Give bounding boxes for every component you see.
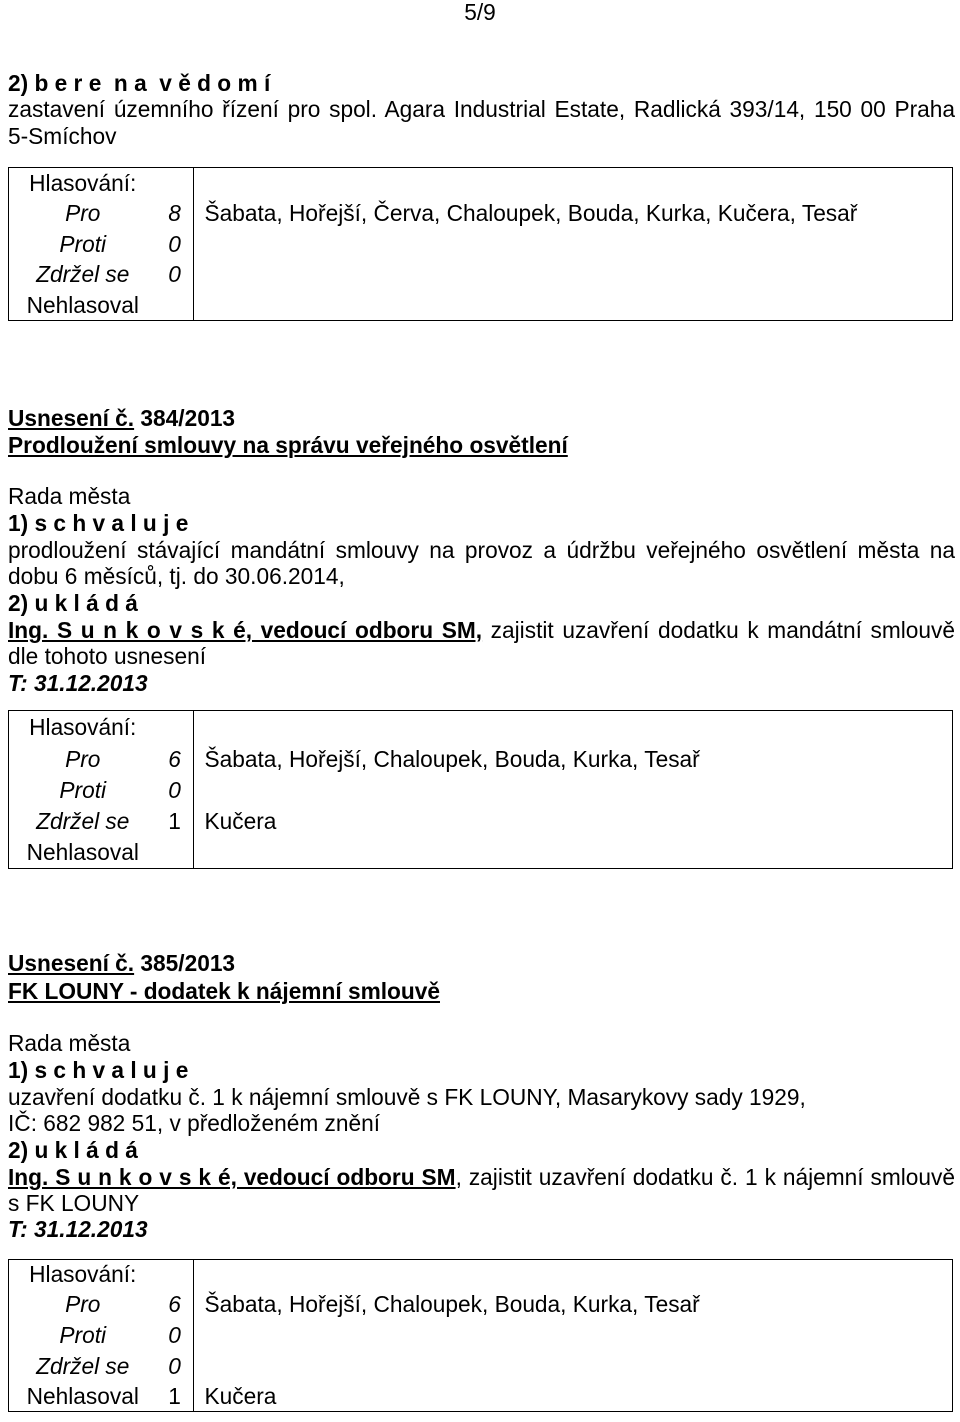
task-text: zajistit uzavření dodatku k mandátní smlouvě (482, 617, 955, 643)
vote-names (193, 775, 953, 806)
page-number: 5/9 (464, 0, 496, 25)
vote-row-abstain (9, 1351, 952, 1381)
resolution-subject (8, 978, 955, 1005)
vote-row-not-voted (9, 837, 952, 868)
vote-row-abstain (9, 806, 952, 837)
vote-count: 8 (168, 200, 181, 226)
approves-line: IČ: 682 982 51, v předloženém znění (8, 1110, 381, 1136)
vote-label: Zdržel se (36, 808, 130, 834)
vote-row-for (9, 198, 952, 229)
vote-label: Nehlasoval (26, 839, 139, 865)
vote-label: Proti (59, 777, 107, 803)
vote-label: Nehlasoval (26, 1383, 139, 1409)
vote-count-cell (157, 168, 193, 198)
approves-heading: 1) s c h v a l u j e (8, 510, 189, 536)
resolution-number: 384/2013 (140, 405, 236, 431)
task-responsible: Ing. S u n k o v s k é, vedoucí odboru SM (8, 1164, 456, 1190)
resolution-number: 385/2013 (140, 950, 236, 976)
vote-label: Proti (59, 231, 107, 257)
vote-label: Proti (59, 1322, 107, 1348)
vote-count-cell (157, 1260, 193, 1289)
resolution-title (8, 405, 955, 432)
vote-count: 0 (168, 1353, 181, 1379)
task-line: s FK LOUNY (8, 1190, 140, 1216)
resolution-title-prefix: Usnesení č. (8, 405, 135, 431)
vote-table (8, 1259, 953, 1412)
vote-names (193, 229, 953, 259)
vote-names-cell (193, 1260, 953, 1289)
vote-count: 0 (168, 231, 181, 257)
vote-label: Zdržel se (36, 1353, 130, 1379)
vote-names: Kučera (193, 1381, 953, 1411)
vote-names (193, 1351, 953, 1381)
vote-label: Pro (65, 746, 101, 772)
vote-header: Hlasování: (29, 1261, 137, 1287)
vote-header-row (9, 1260, 952, 1289)
resolution-title (8, 950, 955, 977)
vote-count: 0 (168, 777, 181, 803)
vote-table (8, 710, 953, 869)
noted-text-line: zastavení územního řízení pro spol. Agara Industrial Estate, Radlická 393/14, 150 00 Praha (8, 96, 955, 122)
vote-label: Zdržel se (36, 261, 130, 287)
vote-header: Hlasování: (29, 170, 137, 196)
resolution-subject (8, 432, 955, 459)
vote-names: Kučera (193, 806, 953, 837)
vote-header-row (9, 711, 952, 744)
approves-line: dobu 6 měsíců, tj. do 30.06.2014, (8, 563, 345, 589)
approves-line: prodloužení stávající mandátní smlouvy na provoz a údržbu veřejného osvětlení města na (8, 537, 955, 563)
vote-count (157, 837, 193, 868)
vote-count: 6 (168, 1291, 181, 1317)
orders-heading: 2) u k l á d á (8, 1137, 138, 1163)
vote-names: Šabata, Hořejší, Červa, Chaloupek, Bouda, Kurka, Kučera, Tesař (193, 198, 953, 229)
vote-count-cell (157, 711, 193, 744)
vote-names: Šabata, Hořejší, Chaloupek, Bouda, Kurka, Tesař (193, 744, 953, 775)
vote-names-cell (193, 168, 953, 198)
resolution-subject-text: FK LOUNY - dodatek k nájemní smlouvě (8, 978, 440, 1004)
vote-row-not-voted (9, 290, 952, 320)
noted-heading: 2) b e r e n a v ě d o m í (8, 70, 271, 96)
vote-names (193, 1320, 953, 1351)
vote-names: Šabata, Hořejší, Chaloupek, Bouda, Kurka, Tesař (193, 1289, 953, 1320)
vote-row-not-voted (9, 1381, 952, 1411)
vote-label: Nehlasoval (26, 292, 139, 318)
vote-names (193, 837, 953, 868)
vote-names (193, 290, 953, 320)
vote-count (157, 290, 193, 320)
resolution-body: Rada města (8, 483, 131, 509)
approves-heading: 1) s c h v a l u j e (8, 1057, 189, 1083)
vote-row-against (9, 229, 952, 259)
approves-line: uzavření dodatku č. 1 k nájemní smlouvě s FK LOUNY, Masarykovy sady 1929, (8, 1084, 806, 1110)
resolution-body: Rada města (8, 1030, 131, 1056)
vote-row-abstain (9, 259, 952, 290)
noted-text-line: 5-Smíchov (8, 123, 117, 149)
vote-count: 0 (168, 261, 181, 287)
task-text: , zajistit uzavření dodatku č. 1 k nájemní smlouvě (455, 1164, 955, 1190)
resolution-title-prefix: Usnesení č. (8, 950, 135, 976)
resolution-subject-text: Prodloužení smlouvy na správu veřejného osvětlení (8, 432, 568, 458)
vote-row-against (9, 775, 952, 806)
vote-label: Pro (65, 1291, 101, 1317)
vote-header: Hlasování: (29, 714, 137, 740)
orders-heading: 2) u k l á d á (8, 590, 138, 616)
deadline: T: 31.12.2013 (8, 1216, 148, 1242)
vote-header-row (9, 168, 952, 198)
vote-count: 1 (168, 1383, 181, 1409)
task-line (8, 1164, 955, 1191)
vote-label: Pro (65, 200, 101, 226)
vote-count: 0 (168, 1322, 181, 1348)
task-line (8, 617, 955, 644)
vote-count: 6 (168, 746, 181, 772)
vote-count: 1 (168, 808, 181, 834)
vote-names-cell (193, 711, 953, 744)
vote-row-for (9, 744, 952, 775)
deadline: T: 31.12.2013 (8, 670, 148, 696)
task-line: dle tohoto usnesení (8, 643, 207, 669)
vote-row-against (9, 1320, 952, 1351)
vote-table (8, 167, 953, 321)
vote-names (193, 259, 953, 290)
task-responsible: Ing. S u n k o v s k é, vedoucí odboru SM, (8, 617, 483, 643)
vote-row-for (9, 1289, 952, 1320)
